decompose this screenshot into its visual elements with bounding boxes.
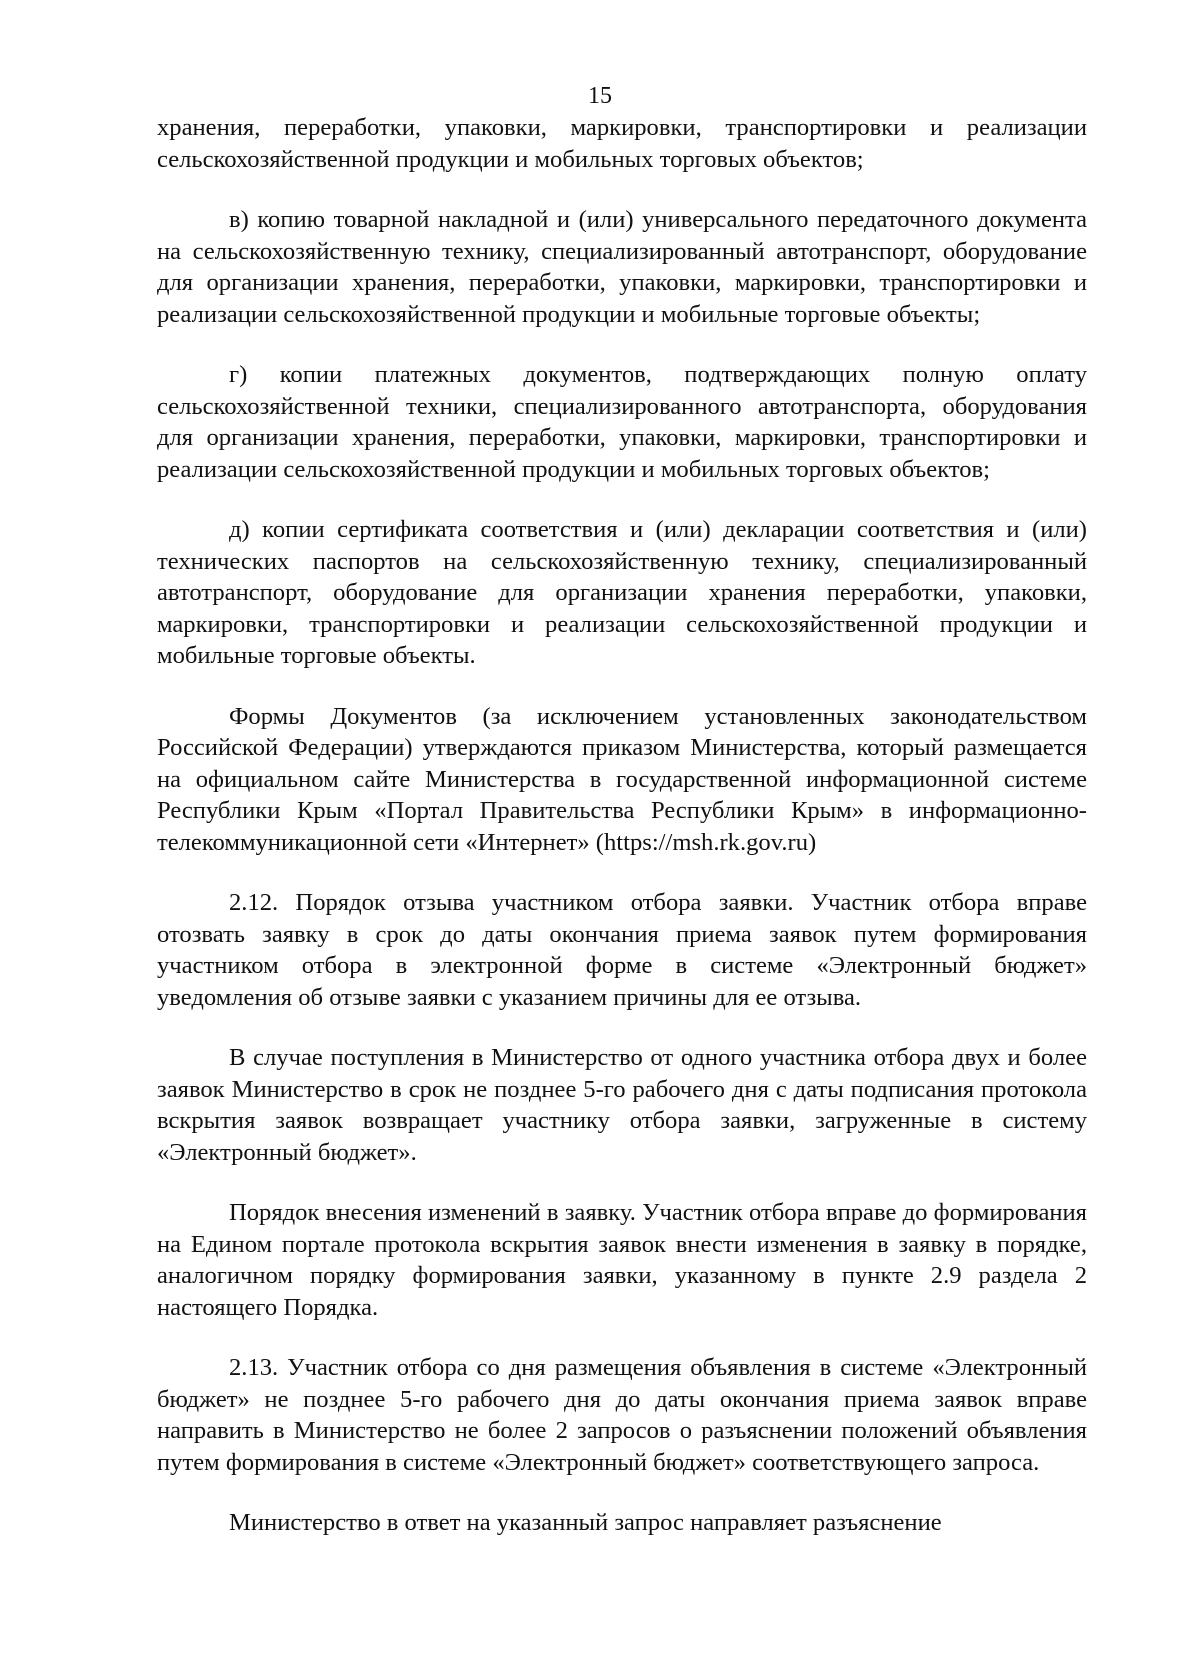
paragraph-multiple-applications: В случае поступления в Министерство от одного участника отбора двух и более заявок Министерство в срок не позднее 5-го рабочего дня с даты подписания протокола вскрытия заявок возвращает участнику отбора заявки, загруженные в систему «Электронный бюджет». xyxy=(157,1044,1087,1166)
paragraph-continuation: хранения, переработки, упаковки, маркировки, транспортировки и реализации сельскохозяйственной продукции и мобильных торговых объектов; xyxy=(157,114,1087,173)
paragraph-item-v: в) копию товарной накладной и (или) универсального передаточного документа на сельскохозяйственную технику, специализированный автотранспорт, оборудование для организации хранения, переработки, упаковки, маркировки, транспортировки и реализации сельскохозяйственной продукции и мобильные торговые объекты; xyxy=(157,206,1087,328)
paragraph-item-d: д) копии сертификата соответствия и (или) декларации соответствия и (или) технических паспортов на сельскохозяйственную технику, специализированный автотранспорт, оборудование для организации хранения переработки, упаковки, маркировки, транспортировки и реализации сельскохозяйственной продукции и мобильные торговые объекты. xyxy=(157,516,1087,669)
paragraph-application-changes: Порядок внесения изменений в заявку. Участник отбора вправе до формирования на Едином портале протокола вскрытия заявок внести изменения в заявку в порядке, аналогичном порядку формирования заявки, указанному в пункте 2.9 раздела 2 настоящего Порядка. xyxy=(157,1199,1087,1321)
document-body xyxy=(157,112,1087,1539)
paragraph-item-g: г) копии платежных документов, подтверждающих полную оплату сельскохозяйственной техники, специализированного автотранспорта, оборудования для организации хранения, переработки, упаковки, маркировки, транспортировки и реализации сельскохозяйственной продукции и мобильных торговых объектов; xyxy=(157,361,1087,483)
page-number: 15 xyxy=(588,83,612,109)
paragraph-ministry-reply: Министерство в ответ на указанный запрос направляет разъяснение xyxy=(229,1509,942,1536)
paragraph-document-forms: Формы Документов (за исключением установленных законодательством Российской Федерации) утверждаются приказом Министерства, который размещается на официальном сайте Министерства в государственной информационной системе Республики Крым «Портал Правительства Республики Крым» в информационно-телекоммуникационной сети «Интернет» (https://msh.rk.gov.ru) xyxy=(157,702,1087,856)
paragraph-clause-2-13: 2.13. Участник отбора со дня размещения объявления в системе «Электронный бюджет» не позднее 5-го рабочего дня до даты окончания приема заявок вправе направить в Министерство не более 2 запросов о разъяснении положений объявления путем формирования в системе «Электронный бюджет» соответствующего запроса. xyxy=(157,1354,1087,1476)
paragraph-clause-2-12: 2.12. Порядок отзыва участником отбора заявки. Участник отбора вправе отозвать заявку в срок до даты окончания приема заявок путем формирования участником отбора в электронной форме в системе «Электронный бюджет» уведомления об отзыве заявки с указанием причины для ее отзыва. xyxy=(157,889,1087,1011)
